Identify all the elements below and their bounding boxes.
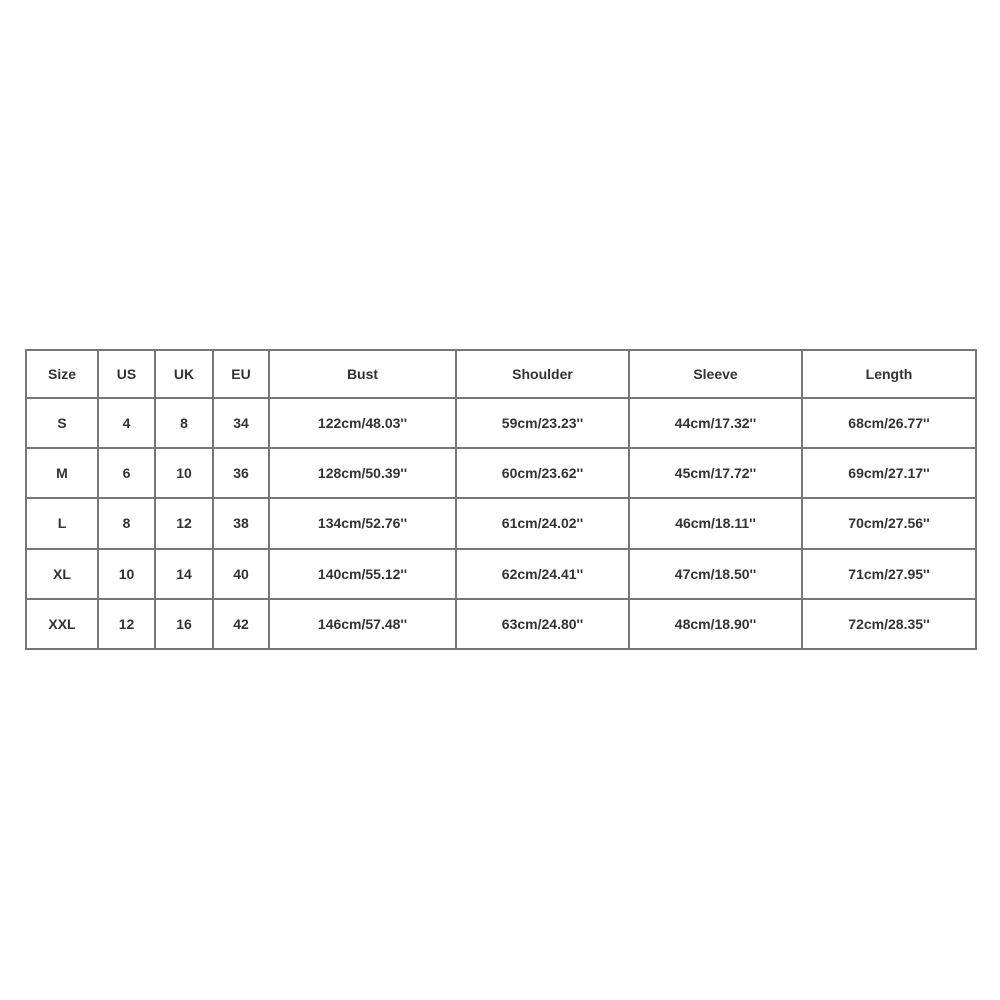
cell-shoulder: 62cm/24.41'' [456, 549, 629, 599]
header-shoulder: Shoulder [456, 350, 629, 398]
cell-length: 69cm/27.17'' [802, 448, 976, 498]
cell-bust: 128cm/50.39'' [269, 448, 456, 498]
cell-us: 6 [98, 448, 155, 498]
cell-bust: 146cm/57.48'' [269, 599, 456, 649]
cell-size: M [26, 448, 98, 498]
cell-length: 71cm/27.95'' [802, 549, 976, 599]
cell-sleeve: 45cm/17.72'' [629, 448, 802, 498]
cell-bust: 122cm/48.03'' [269, 398, 456, 448]
cell-eu: 38 [213, 498, 269, 548]
cell-eu: 42 [213, 599, 269, 649]
header-bust: Bust [269, 350, 456, 398]
cell-sleeve: 47cm/18.50'' [629, 549, 802, 599]
cell-eu: 34 [213, 398, 269, 448]
cell-uk: 14 [155, 549, 213, 599]
cell-eu: 36 [213, 448, 269, 498]
header-uk: UK [155, 350, 213, 398]
cell-shoulder: 60cm/23.62'' [456, 448, 629, 498]
header-eu: EU [213, 350, 269, 398]
cell-uk: 12 [155, 498, 213, 548]
header-size: Size [26, 350, 98, 398]
cell-sleeve: 46cm/18.11'' [629, 498, 802, 548]
size-chart-table [25, 349, 977, 650]
cell-length: 68cm/26.77'' [802, 398, 976, 448]
cell-size: L [26, 498, 98, 548]
header-us: US [98, 350, 155, 398]
cell-bust: 134cm/52.76'' [269, 498, 456, 548]
cell-shoulder: 59cm/23.23'' [456, 398, 629, 448]
table-row [26, 498, 976, 548]
cell-eu: 40 [213, 549, 269, 599]
cell-sleeve: 44cm/17.32'' [629, 398, 802, 448]
cell-us: 4 [98, 398, 155, 448]
cell-length: 72cm/28.35'' [802, 599, 976, 649]
cell-uk: 8 [155, 398, 213, 448]
cell-uk: 16 [155, 599, 213, 649]
table-row [26, 599, 976, 649]
cell-shoulder: 63cm/24.80'' [456, 599, 629, 649]
cell-bust: 140cm/55.12'' [269, 549, 456, 599]
cell-us: 12 [98, 599, 155, 649]
table-row [26, 549, 976, 599]
cell-size: S [26, 398, 98, 448]
cell-shoulder: 61cm/24.02'' [456, 498, 629, 548]
cell-us: 8 [98, 498, 155, 548]
cell-size: XL [26, 549, 98, 599]
table-row [26, 448, 976, 498]
cell-us: 10 [98, 549, 155, 599]
header-length: Length [802, 350, 976, 398]
table-row [26, 398, 976, 448]
cell-size: XXL [26, 599, 98, 649]
header-row [26, 350, 976, 398]
cell-uk: 10 [155, 448, 213, 498]
header-sleeve: Sleeve [629, 350, 802, 398]
cell-length: 70cm/27.56'' [802, 498, 976, 548]
cell-sleeve: 48cm/18.90'' [629, 599, 802, 649]
